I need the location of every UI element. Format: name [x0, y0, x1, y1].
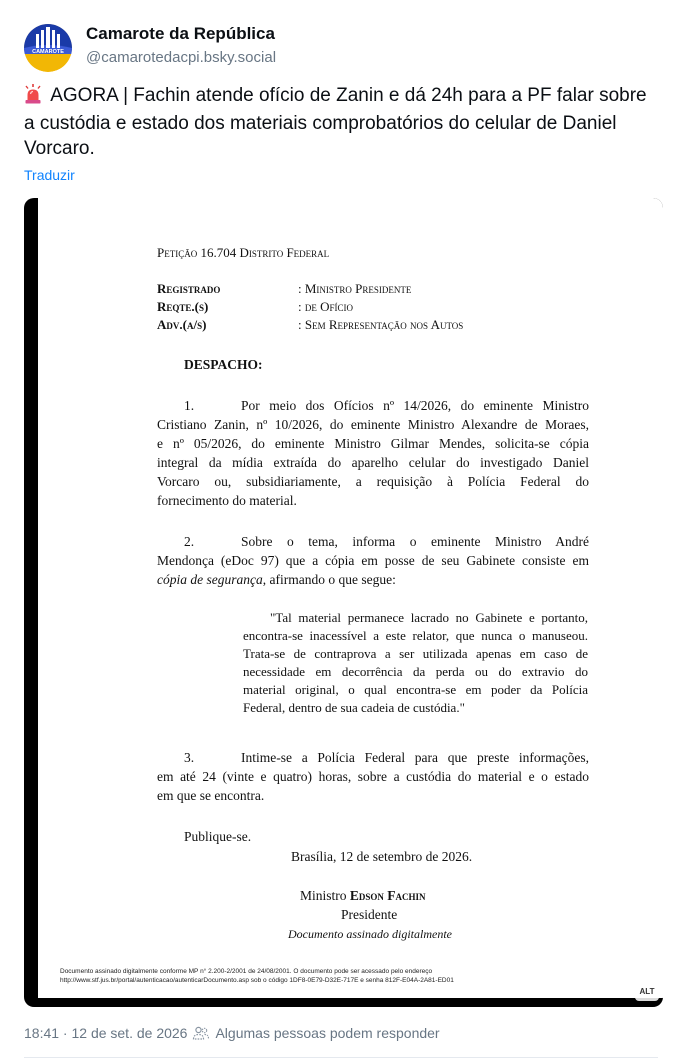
doc-row-label: Registrado: [157, 281, 221, 296]
alt-badge[interactable]: ALT: [635, 983, 659, 1001]
p1-line: Por meio dos Ofícios nº 14/2026, do eminente Ministro: [241, 398, 589, 413]
avatar-logo: [24, 24, 72, 72]
document-page: [38, 198, 663, 998]
avatar-label: CAMAROTE: [32, 49, 64, 55]
quote-line: "Tal material permanece lacrado no Gabinete e portanto,: [270, 610, 588, 625]
timestamp[interactable]: 18:41 · 12 de set. de 2026: [24, 1025, 188, 1041]
p3-line: em que se encontra.: [157, 788, 265, 803]
p3-line: em até 24 (vinte e quatro) horas, sobre a custódia do material e o estado: [157, 769, 589, 784]
signer-role: Presidente: [341, 907, 398, 922]
p3-line: Intime-se a Polícia Federal para que preste informações,: [241, 750, 589, 765]
doc-row-value: : Sem Representação nos Autos: [298, 317, 464, 332]
signed-note: Documento assinado digitalmente: [288, 927, 452, 941]
document-date: Brasília, 12 de setembro de 2026.: [291, 849, 473, 864]
despacho-heading: DESPACHO:: [184, 357, 263, 372]
siren-icon: [24, 84, 46, 111]
p1-line: e nº 05/2026, do eminente Ministro Gilmar Mendes, solicita-se cópia: [157, 436, 589, 451]
quote-line: encontra-se inacessível a este relator, que nunca o manuseou.: [243, 628, 588, 643]
doc-row-value: : de Ofício: [298, 299, 353, 314]
quote-line: necessidade em decorrência da perda ou do extravio do: [243, 664, 588, 679]
signer-line: [300, 888, 426, 904]
doc-row-label: Adv.(a/s): [157, 317, 207, 332]
quote-line: material original, o qual encontra-se em poder da Polícia: [243, 682, 588, 697]
post-image[interactable]: [24, 198, 663, 1007]
author-avatar[interactable]: [24, 24, 72, 72]
signer-name: Edson Fachin: [349, 888, 426, 903]
divider: [24, 1057, 658, 1058]
people-icon: [192, 1025, 210, 1041]
post-body: AGORA | Fachin atende ofício de Zanin e dá 24h para a PF falar sobre a custódia e estado dos materiais comprobatórios do celular de Daniel Vorcaro.: [24, 85, 647, 159]
p1-line: fornecimento do material.: [157, 493, 297, 508]
paragraph-number: 2.: [184, 534, 195, 549]
document-header: Petição 16.704 Distrito Federal: [157, 245, 330, 260]
publique-line: Publique-se.: [184, 829, 252, 844]
doc-row-label: Reqte.(s): [157, 299, 209, 314]
post-text: [24, 83, 660, 161]
translate-link[interactable]: Traduzir: [24, 167, 75, 183]
p2-line-last: [157, 572, 396, 588]
quote-line: Trata-se de contraprova a ser utilizada apenas em caso de: [243, 646, 588, 661]
author-name[interactable]: Camarote da República: [86, 24, 275, 43]
p2-line: Sobre o tema, informa o eminente Ministro André: [241, 534, 589, 549]
p2-line: Mendonça (eDoc 97) que a cópia em posse de seu Gabinete consiste em: [157, 553, 589, 568]
p2-tail: , afirmando o que segue:: [262, 572, 396, 587]
paragraph-number: 1.: [184, 398, 195, 413]
p1-line: Cristiano Zanin, nº 10/2026, do eminente Ministro Alexandre de Moraes,: [157, 417, 589, 432]
author-handle[interactable]: @camarotedacpi.bsky.social: [86, 49, 277, 66]
paragraph-number: 3.: [184, 750, 195, 765]
doc-footer-line: http://www.stf.jus.br/portal/autenticacao/autenticarDocumento.asp sob o código 1DF8-0E79-D32E-717E e senha 812F-E04A-2A81-ED01: [60, 977, 454, 984]
post-meta: [24, 1025, 440, 1041]
p2-italic: cópia de segurança: [157, 572, 263, 587]
reply-setting[interactable]: Algumas pessoas podem responder: [215, 1025, 440, 1041]
doc-row-value: : Ministro Presidente: [298, 281, 412, 296]
p1-line: integral da mídia extraída do aparelho celular do investigado Daniel: [157, 455, 589, 470]
quote-line: Federal, dentro de sua cadeia de custódia.": [243, 700, 465, 715]
doc-footer-line: Documento assinado digitalmente conforme MP n° 2.200-2/2001 de 24/08/2001. O documento pode ser acessado pelo endereço: [60, 968, 433, 975]
p1-line: Vorcaro ou, subsidiariamente, a requisição à Polícia Federal do: [157, 474, 589, 489]
signer-prefix: Ministro: [300, 888, 350, 903]
